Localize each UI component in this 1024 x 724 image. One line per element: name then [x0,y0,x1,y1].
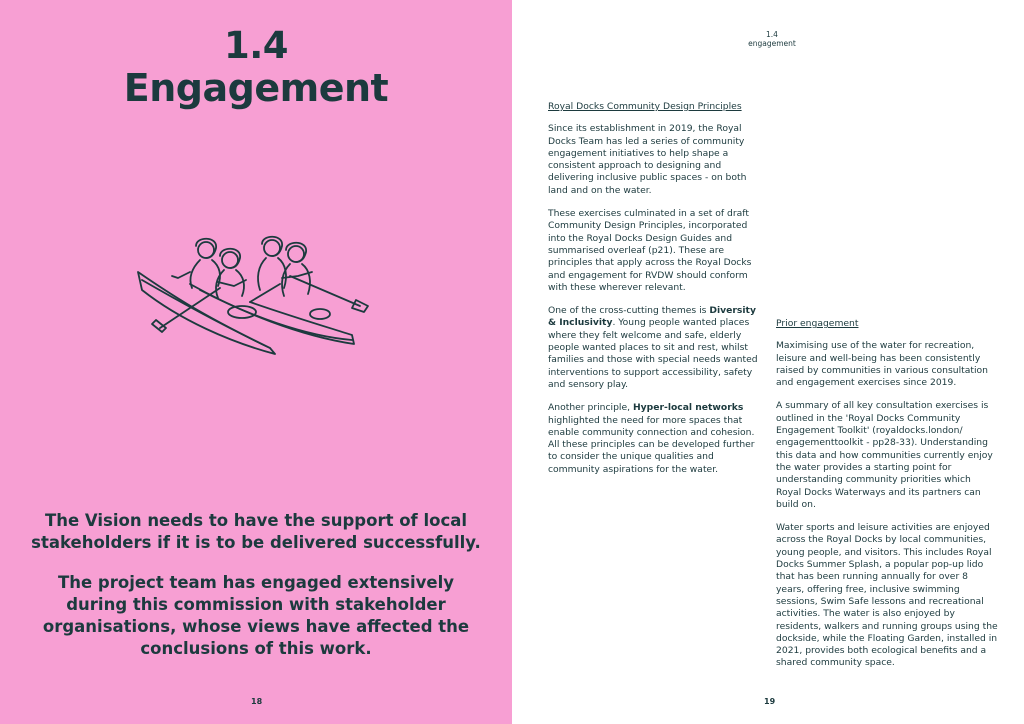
column-prior-engagement [776,318,998,681]
running-head [712,30,832,48]
paragraph: Water sports and leisure activities are enjoyed across the Royal Docks by local communities, young people, and visitors. This includes Royal Docks Summer Splash, a popular pop-up lido that has been running annually for over 8 years, offering free, inclusive swimming sessions, Swim Safe lessons and recreational activities. The water is also enjoyed by residents, walkers and running groups using the dockside, while the Floating Garden, installed in 2021, provides both ecological benefits and a shared community space. [776,522,998,669]
paragraph: Another principle, Hyper-local networks highlighted the need for more spaces that enable community connection and cohesion. All these principles can be developed further to consider the unique qualities and community aspirations for the water. [548,402,755,475]
column-community-design-principles [548,101,766,487]
right-page [512,0,1024,724]
heading-prior-engagement: Prior engagement [776,318,859,329]
paragraph: One of the cross-cutting themes is Diversity & Inclusivity. Young people wanted places where they felt welcome and safe, elderly people wanted places to sit and rest, whilst families and those with special needs wanted interventions to support accessibility, safety and sensory play. [548,305,758,390]
kayakers-illustration [130,232,374,356]
heading-design-principles: Royal Docks Community Design Principles [548,101,742,112]
paragraph: Maximising use of the water for recreation, leisure and well-being has been consistently raised by communities in various consultation and engagement exercises since 2019. [776,340,988,389]
paragraph: A summary of all key consultation exercises is outlined in the 'Royal Docks Community Engagement Toolkit' (royaldocks.london/ engagementtoolkit - pp28-33). Understanding this data and how communities currently enjoy the water provides a starting point for understanding community priorities which Royal Docks Waterways and its partners can build on. [776,400,993,510]
section-title: Engagement [123,66,389,110]
page-number: 18 [251,697,263,706]
running-head-title: engagement [748,39,796,48]
section-number: 1.4 [223,24,289,67]
quote-support: The Vision needs to have the support of local stakeholders if it is to be delivered successfully. [31,511,481,552]
paragraph: These exercises culminated in a set of draft Community Design Principles, incorporated into the Royal Docks Design Guides and summarised overleaf (p21). These are principles that apply across the Royal Docks and engagement for RVDW should conform with these wherever relevant. [548,208,752,293]
running-head-number: 1.4 [766,30,778,39]
page-number: 19 [764,697,776,706]
emphasis-hyper-local: Hyper-local networks [632,402,744,414]
emphasis-diversity: Diversity & Inclusivity [548,305,756,329]
quote-engagement: The project team has engaged extensively during this commission with stakeholder organisations, whose views have affected the conclusions of this work. [42,573,470,658]
paragraph: Since its establishment in 2019, the Royal Docks Team has led a series of community engagement initiatives to help shape a consistent approach to designing and delivering inclusive public spaces - on both land and on the water. [548,123,747,196]
